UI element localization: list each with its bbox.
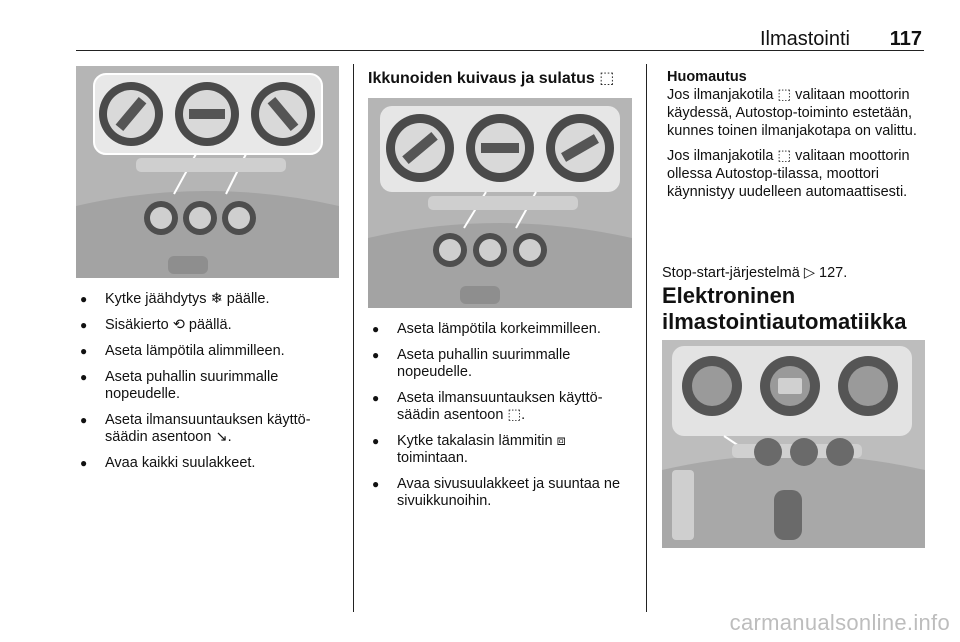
page-number: 117 — [889, 28, 922, 50]
list-item: ● Sisäkierto ⟲ päällä. — [76, 317, 341, 334]
column-divider-2 — [646, 64, 647, 612]
cooling-steps-list — [76, 291, 341, 481]
note-paragraph: Jos ilmanjakotila ⬚ valitaan moottorin käydessä, Autostop-toiminto estetään, kunnes toinen ilmanjakotapa on valittu. — [667, 87, 917, 139]
list-item: ● Aseta ilmansuuntauksen käyttösäädin asentoon ⬚. — [368, 390, 634, 424]
chapter-title: Ilmastointi — [759, 28, 850, 50]
defrost-steps-list — [368, 321, 634, 519]
cross-reference: Stop-start-järjestelmä ▷ 127. — [662, 265, 848, 281]
header-rule — [76, 50, 924, 51]
column-divider-1 — [353, 64, 354, 612]
ac-controls-illustration — [368, 98, 632, 308]
list-item: ● Aseta ilmansuuntauksen käyttösäädin asentoon ↘. — [76, 412, 341, 446]
note-paragraph: Jos ilmanjakotila ⬚ valitaan moottorin ollessa Autostop-tilassa, moottori käynnistyy uudelleen automaattisesti. — [667, 148, 910, 200]
section-heading-auto-climate: Elektroninen ilmastointiautomatiikka — [662, 283, 907, 334]
ac-controls-photo-2 — [368, 98, 632, 308]
list-item: ● Kytke jäähdytys ❄ päälle. — [76, 291, 341, 308]
rear-window-heater-icon: ⧈ — [556, 433, 566, 449]
page-header — [0, 0, 960, 60]
auto-climate-photo — [662, 340, 925, 548]
ac-controls-photo-1 — [76, 66, 339, 278]
page-reference-icon: ▷ — [803, 265, 815, 281]
list-item: ● Aseta puhallin suurimmalle nopeudelle. — [76, 369, 341, 403]
air-distribution-icon: ↘ — [215, 429, 228, 445]
ac-controls-illustration — [76, 66, 339, 278]
list-item: ● Aseta lämpötila korkeimmilleen. — [368, 321, 634, 338]
list-item: ● Aseta puhallin suurimmalle nopeudelle. — [368, 347, 634, 381]
windshield-defrost-icon: ⬚ — [599, 68, 615, 87]
list-item: ● Kytke takalasin lämmitin ⧈ toimintaan. — [368, 433, 634, 467]
watermark: carmanualsonline.info — [729, 610, 950, 635]
section-heading-defrost: Ikkunoiden kuivaus ja sulatus ⬚ — [368, 68, 615, 87]
list-item: ● Avaa sivusuulakkeet ja suuntaa ne sivuikkunoihin. — [368, 476, 634, 510]
list-item: ● Aseta lämpötila alimmilleen. — [76, 343, 341, 360]
snowflake-icon: ❄ — [210, 291, 223, 307]
list-item: ● Avaa kaikki suulakkeet. — [76, 455, 341, 472]
recirculation-icon: ⟲ — [172, 317, 185, 333]
note-box — [667, 68, 929, 201]
auto-climate-illustration — [662, 340, 925, 548]
note-title: Huomautus — [667, 69, 747, 85]
windshield-defrost-icon: ⬚ — [507, 407, 522, 423]
